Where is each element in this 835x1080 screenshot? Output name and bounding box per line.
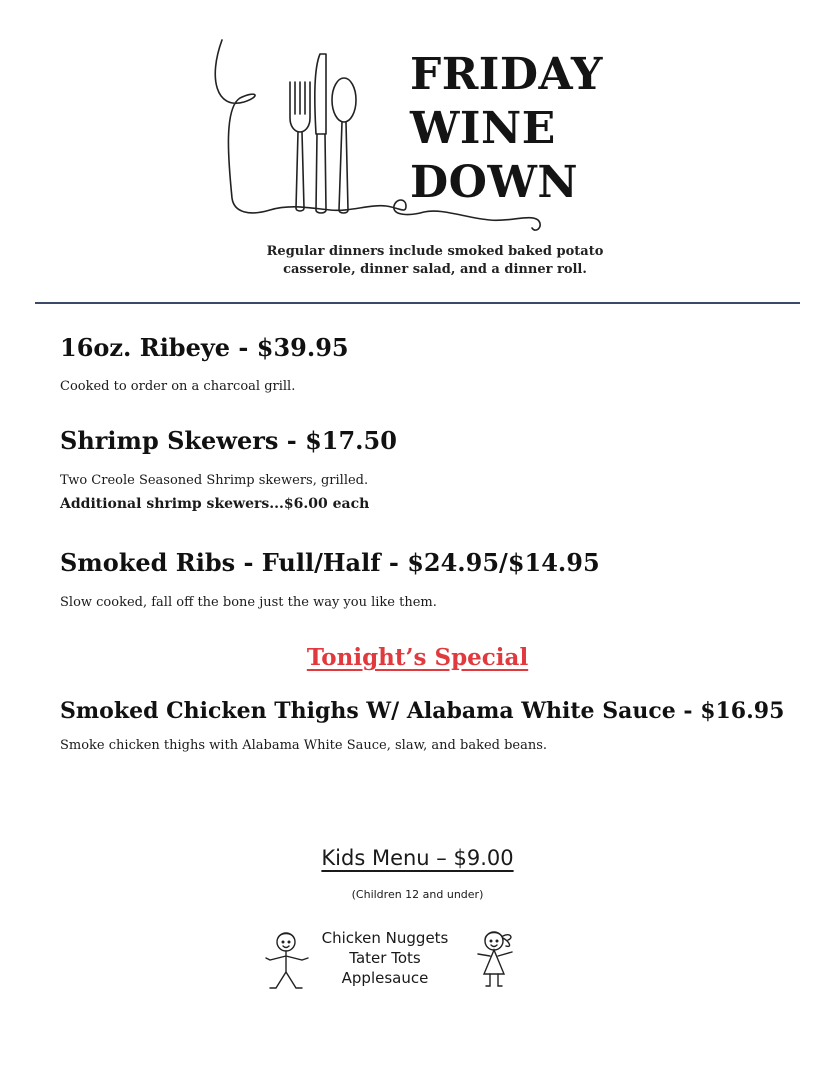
title-line: FRIDAY	[410, 49, 603, 100]
kids-menu-item: Chicken Nuggets	[321, 929, 449, 947]
kids-menu-item: Tater Tots	[349, 949, 421, 967]
divider	[35, 302, 800, 304]
kids-menu-title-text: Kids Menu – $9.00	[321, 846, 514, 870]
menu-item-desc: Cooked to order on a charcoal grill.	[60, 379, 296, 394]
kids-menu-list	[300, 928, 470, 988]
girl-drawing-icon	[470, 928, 522, 992]
menu-item-title: 16oz. Ribeye - $39.95	[60, 333, 349, 362]
special-heading	[0, 644, 835, 671]
menu-item-title: Shrimp Skewers - $17.50	[60, 426, 397, 455]
menu-item-extra: Additional shrimp skewers...$6.00 each	[60, 496, 370, 512]
menu-item-desc: Slow cooked, fall off the bone just the way you like them.	[60, 595, 437, 610]
page-title	[410, 48, 603, 210]
kids-menu-title	[0, 846, 835, 870]
menu-item-desc: Two Creole Seasoned Shrimp skewers, grilled.	[60, 473, 369, 488]
menu-item-title: Smoked Ribs - Full/Half - $24.95/$14.95	[60, 548, 600, 577]
special-item-title: Smoked Chicken Thighs W/ Alabama White Sauce - $16.95	[60, 698, 785, 724]
special-heading-text: Tonight’s Special	[306, 644, 529, 671]
title-line: DOWN	[410, 157, 579, 208]
kids-menu-note: (Children 12 and under)	[351, 888, 484, 901]
special-item-desc: Smoke chicken thighs with Alabama White Sauce, slaw, and baked beans.	[60, 738, 548, 753]
kids-menu-item: Applesauce	[341, 969, 429, 987]
title-line: WINE	[410, 103, 556, 154]
intro-text: Regular dinners include smoked baked potato casserole, dinner salad, and a dinner roll.	[266, 244, 604, 277]
